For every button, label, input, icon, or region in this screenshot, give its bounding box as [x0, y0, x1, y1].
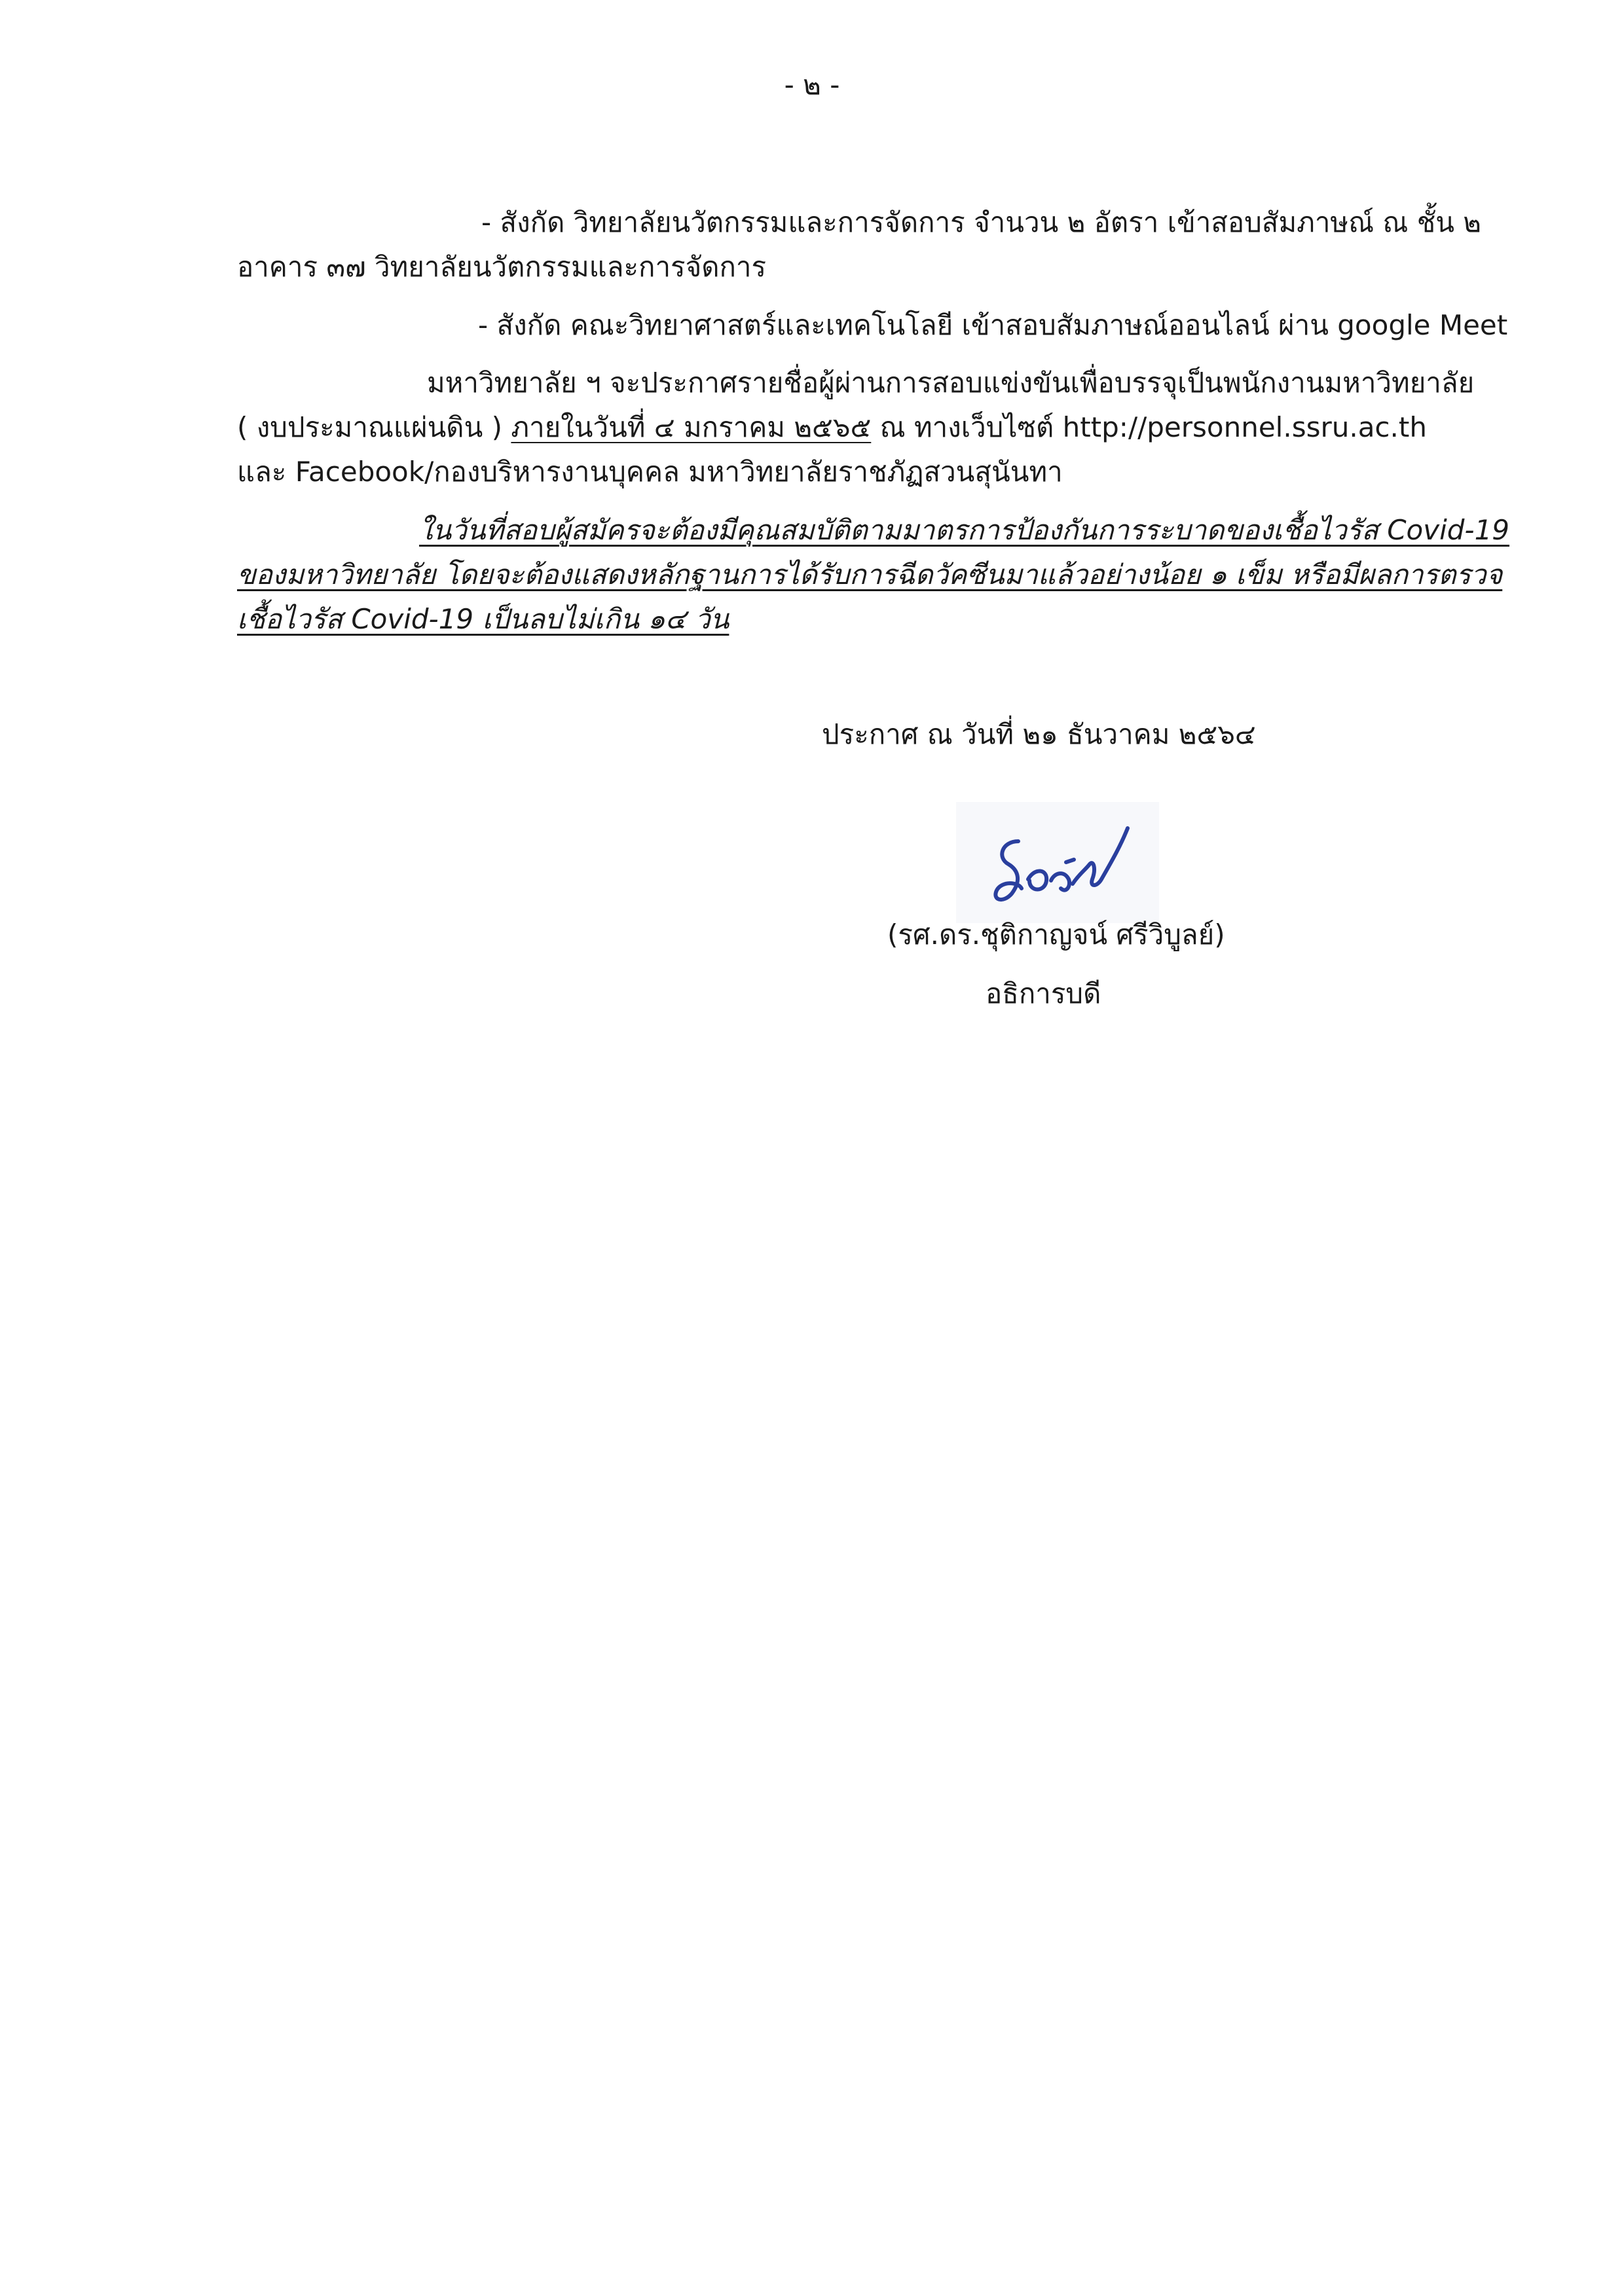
- signatory-name: (รศ.ดร.ชุติกาญจน์ ศรีวิบูลย์): [887, 919, 1225, 951]
- announcement-line1: มหาวิทยาลัย ฯ จะประกาศรายชื่อผู้ผ่านการสอบแข่งขันเพื่อบรรจุเป็นพนักงานมหาวิทยาลัย: [427, 367, 1475, 399]
- item-science-faculty: - สังกัด คณะวิทยาศาสตร์และเทคโนโลยี เข้าสอบสัมภาษณ์ออนไลน์ ผ่าน google Meet: [478, 309, 1508, 341]
- item-innovation-college-line1: - สังกัด วิทยาลัยนวัตกรรมและการจัดการ จำนวน ๒ อัตรา เข้าสอบสัมภาษณ์ ณ ชั้น ๒: [481, 206, 1481, 238]
- announcement-line2: [237, 408, 1427, 447]
- announcement-date: ประกาศ ณ วันที่ ๒๑ ธันวาคม ๒๕๖๔: [822, 718, 1256, 750]
- results-deadline: ภายในวันที่ ๔ มกราคม ๒๕๖๕: [511, 411, 872, 443]
- page-number: - ๒ -: [784, 69, 840, 101]
- covid-notice-line1: ในวันที่สอบผู้สมัครจะต้องมีคุณสมบัติตามมาตรการป้องกันการระบาดของเชื้อไวรัส Covid-19: [419, 514, 1510, 546]
- budget-type: ( งบประมาณแผ่นดิน ): [237, 411, 503, 443]
- signatory-title: อธิการบดี: [986, 977, 1101, 1010]
- item-innovation-college-line2: อาคาร ๓๗ วิทยาลัยนวัตกรรมและการจัดการ: [237, 251, 767, 283]
- website-reference: ณ ทางเว็บไซต์ http://personnel.ssru.ac.th: [879, 411, 1427, 443]
- announcement-line3: และ Facebook/กองบริหารงานบุคคล มหาวิทยาลัยราชภัฏสวนสุนันทา: [237, 456, 1063, 488]
- signature-image: [956, 802, 1159, 923]
- covid-notice-line3: เชื้อไวรัส Covid-19 เป็นลบไม่เกิน ๑๔ วัน: [237, 603, 729, 635]
- covid-notice-line2: ของมหาวิทยาลัย โดยจะต้องแสดงหลักฐานการได้รับการฉีดวัคซีนมาแล้วอย่างน้อย ๑ เข็ม หรือมีผลการตรวจ: [237, 558, 1503, 591]
